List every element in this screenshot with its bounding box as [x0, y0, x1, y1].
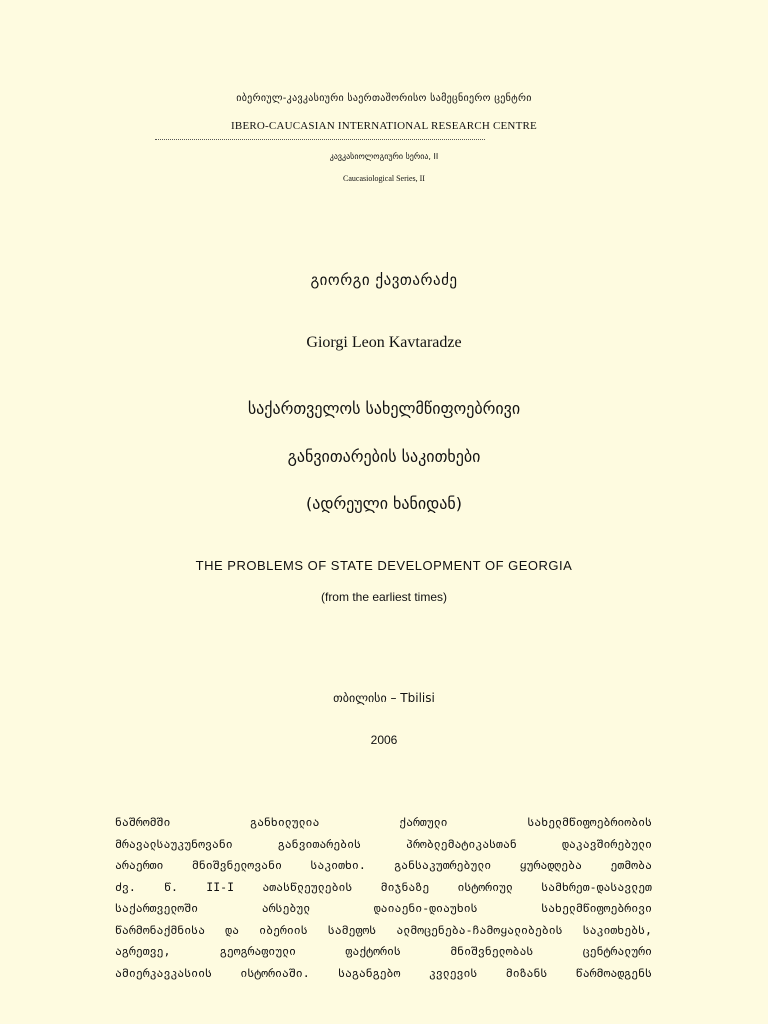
imprint-place: თბილისი – Tbilisi — [333, 691, 435, 705]
subtitle-english: (from the earliest times) — [320, 590, 448, 604]
author-name-georgian: გიორგი ქავთარაძე — [310, 271, 458, 289]
author-name-english: Giorgi Leon Kavtaradze — [306, 334, 462, 351]
abstract-word: სახელმწიფოებრიობის — [527, 815, 652, 829]
abstract-word: კვლევის — [428, 965, 478, 980]
abstract-word: ათასწლეულების — [262, 879, 353, 894]
abstract-line — [115, 920, 652, 942]
abstract-word: სამეფოს — [327, 922, 377, 937]
abstract-word: ამიერკავკასიის — [115, 965, 212, 980]
abstract-word: არაერთი — [115, 858, 164, 872]
abstract-line — [115, 834, 652, 856]
abstract-word: განსაკუთრებული — [394, 858, 492, 872]
abstract-word: საქართველოში — [115, 901, 199, 915]
abstract-word: სამხრეთ-დასავლეთ — [541, 879, 652, 894]
title-english: THE PROBLEMS OF STATE DEVELOPMENT OF GEORGIA — [195, 558, 573, 573]
abstract-word: ყურადღება — [519, 858, 582, 872]
abstract-paragraph — [115, 812, 652, 984]
abstract-word: საგანგებო — [338, 965, 401, 980]
abstract-word: ნაშრომში — [115, 815, 171, 829]
abstract-word: ისტორიაში. — [240, 965, 310, 980]
abstract-word: განხილულია — [250, 815, 320, 829]
abstract-word: წარმოადგენს — [575, 965, 652, 980]
abstract-word: ფაქტორის — [345, 944, 401, 958]
abstract-word: იბერიის — [259, 922, 308, 937]
centre-name-georgian: იბერიულ-კავკასიური საერთაშორისო სამეცნიერო ცენტრი — [236, 93, 532, 104]
abstract-line — [115, 941, 652, 963]
abstract-word: წარმონაქმნისა — [115, 922, 206, 937]
abstract-line — [115, 812, 652, 834]
abstract-line — [115, 877, 652, 899]
centre-name-english: IBERO-CAUCASIAN INTERNATIONAL RESEARCH CENTRE — [231, 120, 537, 132]
abstract-word: ეთმობა — [610, 858, 652, 872]
abstract-word: მნიშვნელობას — [450, 944, 534, 958]
abstract-word: განვითარების — [277, 836, 361, 851]
abstract-word: დაკავშირებული — [561, 836, 652, 851]
abstract-word: ძვ. — [115, 879, 136, 894]
abstract-word: აგრეთვე, — [115, 944, 171, 958]
abstract-word: და — [225, 922, 240, 937]
abstract-word: მიზანს — [505, 965, 548, 980]
abstract-word: საკითხებს, — [582, 922, 652, 937]
abstract-word: ქართული — [399, 815, 448, 829]
abstract-word: წ. — [164, 879, 178, 894]
title-georgian-line-2: განვითარების საკითხები — [287, 447, 481, 466]
abstract-word: ალმოცენება-ჩამოყალიბების — [396, 922, 563, 937]
abstract-word: გეოგრაფიული — [219, 944, 296, 958]
abstract-word: მნიშვნელოვანი — [191, 858, 282, 872]
abstract-word: II-I — [206, 879, 234, 894]
abstract-word: საკითხი. — [310, 858, 366, 872]
abstract-word: ცენტრალური — [582, 944, 652, 958]
abstract-word: ისტორიულ — [457, 879, 513, 894]
abstract-word: პრობლემატიკასთან — [406, 836, 517, 851]
imprint-year: 2006 — [370, 733, 398, 747]
abstract-word: მიჯნაზე — [380, 879, 430, 894]
series-georgian: კავკასიოლოგიური სერია, II — [329, 152, 439, 161]
abstract-word: სახელმწიფოებრივი — [541, 901, 652, 915]
abstract-line — [115, 855, 652, 877]
abstract-word: არსებულ — [261, 901, 311, 915]
abstract-word: დაიაენი-დიაუხის — [373, 901, 478, 915]
title-georgian-line-3: (ადრეული ხანიდან) — [305, 494, 462, 513]
abstract-line — [115, 898, 652, 920]
header-divider — [155, 139, 485, 140]
series-english: Caucasiological Series, II — [343, 174, 425, 183]
abstract-word: მრავალსაუკუნოვანი — [115, 836, 233, 851]
abstract-line — [115, 963, 652, 985]
title-georgian-line-1: საქართველოს სახელმწიფოებრივი — [247, 399, 521, 418]
